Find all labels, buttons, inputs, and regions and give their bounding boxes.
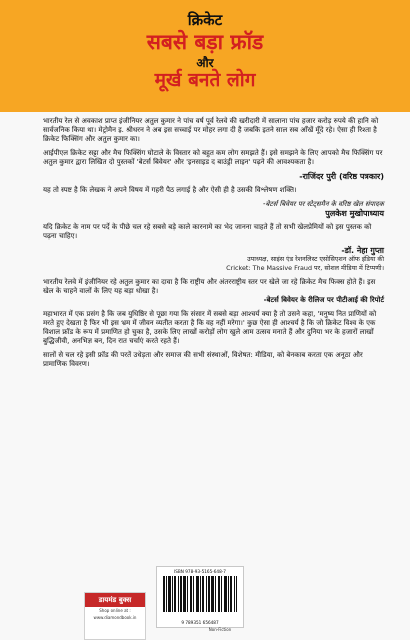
quote-1-author-name: -राजिंदर पुरी xyxy=(299,172,337,181)
paragraph-6: महाभारत में एक प्रसंग है कि जब युधिष्ठिर से पूछा गया कि संसार में सबसे बड़ा आश्चर्य क्या है तो उसने कहा, 'मनुष्य नित प्राणियों को मरते हुए देखता है फिर भी इस भ्रम में जीवन व्यतीत करता है कि वह नहीं मरेगा।' कुछ ऐसा ही आश्चर्य है कि जो क्रिकेट विश्व के एक विशाल फ्रॉड के रूप में प्रमाणित हो चुका है, उसके लिए लाखों करोड़ों लोग खुले आम उत्सव मनाते हैं और दुनिया भर के हजारों लाखों बुद्धिजीवी, अनभिज्ञ बन, दिन रात चर्चाएं करते रहते हैं। xyxy=(43,310,377,345)
quote-3-role-2: Cricket: The Massive Fraud पर, सोशल मीडिया में टिप्पणी। xyxy=(226,264,384,272)
category-label: Non-Fiction xyxy=(208,627,232,632)
barcode-number: 9 789351 656487 xyxy=(181,620,219,625)
paragraph-5: भारतीय रेलवे में इंजीनियर रहे अतुल कुमार का दावा है कि राष्ट्रीय और अंतरराष्ट्रीय स्तर पर खेले जा रहे क्रिकेट मैच फिक्स होते हैं। इस खेल के चाहने वालों के लिए यह बड़ा धोखा है। xyxy=(43,278,376,295)
pti-report: -बेटर्स बिवेयर के रीलिज पर पीटीआई की रिपोर्ट xyxy=(263,296,384,304)
back-cover-body xyxy=(0,112,410,640)
publisher-logo xyxy=(84,592,146,640)
quote-2-role: -बेटर्स बिवेयर पर स्टेट्समैन के वरिष्ठ खेल संपादक xyxy=(263,200,384,208)
isbn-text: ISBN 978-93-5165-648-7 xyxy=(174,569,226,574)
publisher-logo-text: डायमंड बुक्स xyxy=(85,593,145,607)
paragraph-2: आईपीएल क्रिकेट सट्टा और मैच फिक्सिंग घोटाले के विस्तार को बहुत कम लोग समझते हैं। इसे समझने के लिए आपको मैच फिक्सिंग पर अतुल कुमार द्वारा लिखित दो पुस्तकों 'बेटर्स बिवेयर' और 'इनसाइड द बाउंड्री लाइन' पढ़ने की आवश्यकता है। xyxy=(43,149,383,166)
barcode-bars-icon xyxy=(163,576,237,612)
quote-1-author-role: (वरिष्ठ पत्रकार) xyxy=(338,172,384,181)
title-line-1: क्रिकेट xyxy=(187,11,223,29)
quote-1-author xyxy=(43,172,384,181)
title-line-4: मूर्ख बनते लोग xyxy=(154,69,256,91)
publisher-website: Shop online at : www.diamondbook.in xyxy=(93,608,137,620)
paragraph-3: यह तो स्पष्ट है कि लेखक ने अपने विषय में गहरी पैठ लगाई है और ऐसी ही है उसकी विश्लेषण शक्ति। xyxy=(43,186,297,194)
paragraph-7: सालों से चल रहे इसी फ्रॉड की परतें उधेड़ता और समाज की सभी संस्थाओं, विशेषत: मीडिया, को बेनकाब करता एक अनूठा और प्रामाणिक विवरण। xyxy=(43,351,363,368)
paragraph-1: भारतीय रेल से अवकाश प्राप्त इंजीनियर अतुल कुमार ने पांच वर्ष पूर्व रेलवे की खरीदारी में सालाना पांच हजार करोड़ रुपये की हानि को सार्वजनिक किया था। मेट्रोमैन इ. श्रीधरन ने अब इस सच्चाई पर मोहर लगा दी है जबकि इतने साल सब आँखें मूँदे रहे। ऐसा ही रिश्ता है क्रिकेट फिक्सिंग और अतुल कुमार का। xyxy=(43,117,379,143)
title-banner xyxy=(0,0,410,112)
quote-2-name: पुलकेश मुखोपाध्याय xyxy=(325,209,384,218)
title-line-2: सबसे बड़ा फ्रॉड xyxy=(146,30,264,54)
quote-3-name: -डॉ. नेहा गुप्ता xyxy=(341,246,384,255)
back-cover-text xyxy=(43,112,384,369)
isbn-barcode xyxy=(156,566,244,628)
paragraph-4: यदि क्रिकेट के नाम पर पर्दे के पीछे चल रहे सबसे बड़े काले कारनामे का भेद जानना चाहते हैं तो सभी खेलप्रेमियों को इस पुस्तक को पढ़ना चाहिए। xyxy=(43,223,372,240)
title-line-3: और xyxy=(196,56,214,70)
quote-3-role-1: उपाध्यक्ष, साइंस एंड रेशनलिस्ट एसोसिएशन ऑफ इंडिया की xyxy=(247,255,384,263)
